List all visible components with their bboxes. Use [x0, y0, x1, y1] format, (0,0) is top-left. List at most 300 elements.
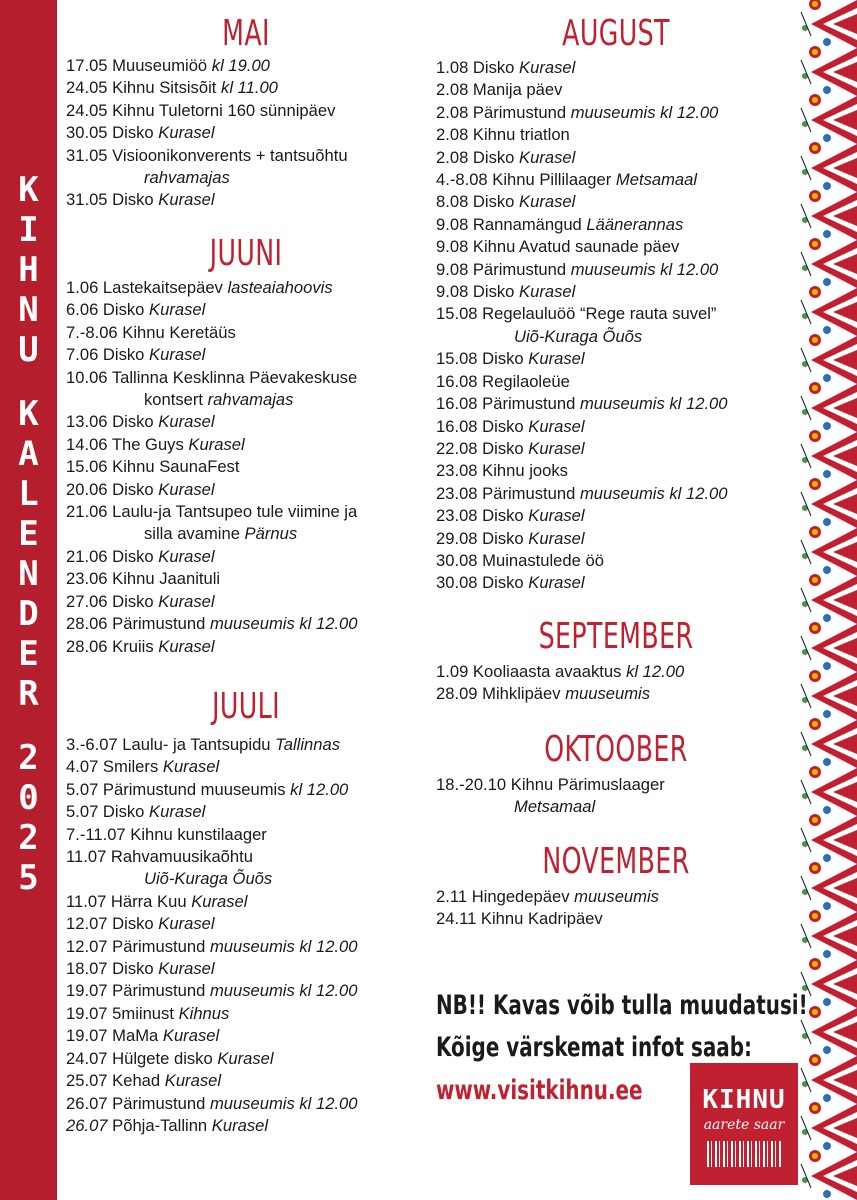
event-date: 9.08: [436, 259, 469, 279]
event-date: 23.08: [436, 461, 478, 481]
event-date: 9.08: [436, 237, 469, 257]
event-item: [66, 734, 426, 756]
event-item: [436, 550, 796, 572]
event-date: 30.05: [66, 123, 108, 143]
note-line-1: NB!! Kavas võib tulla muudatusi!: [436, 990, 808, 1021]
event-title: Pärimustund: [112, 936, 206, 956]
event-title: MaMa: [112, 1026, 159, 1046]
month-title: MAI: [222, 13, 270, 54]
event-item: [436, 908, 796, 930]
event-title: Pärimustund: [482, 483, 576, 503]
event-date: 23.06: [66, 569, 108, 589]
event-location: Kurasel: [149, 802, 206, 822]
event-date: 27.06: [66, 591, 108, 611]
event-item: [66, 636, 426, 658]
event-item: [436, 505, 796, 527]
month-title: NOVEMBER: [542, 841, 690, 882]
event-location: Kurasel: [158, 636, 215, 656]
event-location: Metsamaal: [615, 170, 698, 190]
event-title: Pärimustund: [112, 1093, 206, 1113]
event-date: 9.08: [436, 214, 469, 234]
event-title: Disko: [112, 190, 154, 210]
event-title: Smilers: [102, 757, 159, 777]
event-item: [66, 299, 426, 321]
event-item: [66, 77, 426, 99]
month-title: SEPTEMBER: [538, 616, 694, 657]
event-location: muuseumis kl 12.00: [209, 981, 358, 1001]
event-date: 24.07: [66, 1048, 108, 1068]
event-title: Disko: [102, 345, 145, 365]
event-date: 2.08: [436, 80, 469, 100]
event-title: Disko: [472, 192, 515, 212]
event-item: [436, 79, 796, 101]
event-date: 17.05: [66, 56, 108, 75]
event-date: 2.08: [436, 147, 469, 167]
event-item: [66, 1093, 426, 1115]
event-title: Pärimustund: [472, 102, 567, 122]
event-title: Pärimustund: [482, 394, 576, 414]
event-location: kl 11.00: [221, 78, 278, 98]
event-list: [66, 277, 426, 658]
event-item: [66, 189, 426, 211]
event-location: Kurasel: [162, 1026, 220, 1046]
event-item: [66, 501, 426, 546]
title-letter: A: [18, 434, 39, 474]
event-item: [66, 1048, 426, 1070]
month-juuli: [66, 687, 426, 1137]
event-date: 8.08: [436, 192, 469, 212]
event-item: [436, 169, 796, 191]
event-location: rahvamajas: [207, 390, 294, 410]
event-item: [66, 801, 426, 823]
event-item: [66, 980, 426, 1002]
event-date: 23.08: [436, 506, 478, 526]
event-date: 16.08: [436, 394, 478, 414]
title-letter: R: [18, 674, 39, 714]
event-location: Kurasel: [528, 438, 585, 458]
event-location: muuseumis kl 12.00: [209, 936, 358, 956]
event-title: Disko: [482, 438, 524, 458]
event-item: [436, 572, 796, 594]
event-title: Regelauluöö “Rege rauta suvel”: [482, 304, 717, 324]
logo-word: KIHNU: [702, 1085, 786, 1115]
event-title: Disko: [112, 412, 154, 432]
event-title: Disko: [112, 479, 154, 499]
event-item: [66, 779, 426, 801]
event-date: 1.06: [66, 278, 99, 297]
event-location: Kurasel: [211, 1115, 269, 1135]
event-item: [436, 483, 796, 505]
event-date: 3.-6.07: [66, 735, 118, 754]
event-date: 7.06: [66, 345, 99, 365]
event-date: 1.08: [436, 58, 469, 77]
event-item: [66, 824, 426, 846]
event-title: Kihnu Pärimuslaager: [510, 775, 665, 794]
event-date: 16.08: [436, 371, 478, 391]
event-date: 28.06: [66, 636, 108, 656]
event-date: 28.09: [436, 684, 478, 704]
title-letter: H: [18, 250, 39, 290]
event-item: [66, 479, 426, 501]
event-location: Kurasel: [217, 1048, 274, 1068]
event-location: muuseumis: [565, 684, 651, 704]
event-title: The Guys: [111, 434, 184, 454]
event-item: [436, 774, 796, 819]
event-title: 5miinust: [112, 1003, 174, 1023]
month-title: JUULI: [212, 686, 280, 727]
event-location: Kurasel: [158, 959, 215, 979]
title-letter: D: [18, 594, 39, 634]
event-date: 19.07: [66, 1003, 108, 1023]
month-september: [436, 617, 796, 706]
title-letter: N: [18, 290, 39, 330]
month-juuni: [66, 234, 426, 658]
event-date: 26.07: [66, 1093, 108, 1113]
event-title: Disko: [482, 528, 524, 548]
event-title: Kihnu Pillilaager: [492, 170, 612, 190]
event-location: Kurasel: [528, 573, 585, 593]
event-continuation: [66, 523, 426, 545]
event-item: [66, 568, 426, 590]
event-location: Kurasel: [188, 434, 245, 454]
event-item: [66, 891, 426, 913]
event-item: [436, 393, 796, 415]
event-item: [66, 145, 426, 190]
event-location: Kihnus: [178, 1003, 230, 1023]
logo-tagline: aarete saar: [703, 1117, 785, 1133]
event-item: [66, 1115, 426, 1137]
month-august: [436, 14, 796, 595]
event-location: Kurasel: [528, 349, 585, 369]
event-date: 18.-20.10: [436, 775, 507, 794]
event-title: Hülgete disko: [112, 1048, 213, 1068]
event-item: [66, 367, 426, 412]
event-title: Kihnu Jaanituli: [112, 569, 221, 589]
event-item: [436, 102, 796, 124]
event-location: Kurasel: [149, 345, 206, 365]
event-date: 15.08: [436, 304, 478, 324]
event-title: Manija päev: [472, 80, 563, 100]
event-title: Mihklipäev: [482, 684, 561, 704]
event-location: Kurasel: [162, 757, 220, 777]
event-item: [66, 55, 426, 77]
event-item: [66, 1025, 426, 1047]
event-item: [66, 756, 426, 778]
event-title: Laulu- ja Tantsupidu: [122, 735, 271, 754]
event-date: 20.06: [66, 479, 108, 499]
event-item: [66, 411, 426, 433]
event-title: Disko: [472, 58, 515, 77]
title-letter: 0: [18, 778, 39, 818]
event-item: [436, 303, 796, 348]
event-location: Kurasel: [519, 58, 576, 77]
event-location: kl 12.00: [290, 779, 349, 799]
title-letter: 5: [18, 858, 39, 898]
event-title: Disko: [482, 506, 524, 526]
event-item: [66, 546, 426, 568]
event-date: 24.05: [66, 78, 108, 98]
event-title: Disko: [482, 349, 524, 369]
month-november: [436, 842, 796, 931]
event-date: 24.11: [436, 909, 477, 929]
event-location: Pärnus: [244, 524, 298, 544]
title-letter: E: [18, 634, 39, 674]
event-date: 11.07: [66, 847, 107, 867]
event-location: Kurasel: [528, 416, 585, 436]
event-location: Kurasel: [164, 1071, 222, 1091]
event-location: Uiõ-Kuraga Õuõs: [514, 326, 643, 346]
event-title: Disko: [102, 300, 145, 320]
event-location: muuseumis kl 12.00: [209, 1093, 358, 1113]
event-date: 1.09: [436, 662, 469, 681]
event-continuation: [436, 796, 796, 818]
event-date: 10.06: [66, 367, 108, 387]
event-date: 14.06: [66, 434, 108, 454]
event-item: [66, 434, 426, 456]
event-list: [436, 57, 796, 595]
event-date: 31.05: [66, 145, 108, 165]
event-item: [66, 1070, 426, 1092]
event-title: Põhja-Tallinn: [112, 1115, 208, 1135]
event-date: 19.07: [66, 1026, 108, 1046]
event-date: 4.-8.08: [436, 170, 488, 190]
event-location: Kurasel: [519, 147, 576, 167]
event-item: [66, 456, 426, 478]
event-item: [436, 460, 796, 482]
event-continuation: [66, 389, 426, 411]
event-item: [66, 958, 426, 980]
event-title: Rahvamuusikaõhtu: [110, 847, 253, 867]
event-date: 2.11: [436, 887, 468, 906]
event-item: [66, 913, 426, 935]
event-location: lasteaiahoovis: [227, 278, 333, 297]
event-date: 5.07: [66, 779, 99, 799]
event-title: Disko: [112, 546, 154, 566]
event-date: 16.08: [436, 416, 478, 436]
event-item: [436, 191, 796, 213]
event-date: 15.08: [436, 349, 478, 369]
event-location: muuseumis kl 12.00: [570, 102, 719, 122]
event-location: Kurasel: [191, 891, 248, 911]
month-mai: [66, 14, 426, 212]
event-title: Rannamängud: [472, 214, 582, 234]
event-item: [436, 371, 796, 393]
event-location: muuseumis: [574, 887, 659, 906]
event-location: kl 19.00: [211, 56, 270, 75]
kihnu-logo: [690, 1063, 798, 1185]
event-location: muuseumis kl 12.00: [579, 394, 728, 414]
title-letter: L: [18, 474, 39, 514]
event-title: Kihnu Keretäüs: [122, 322, 236, 342]
event-date: 9.08: [436, 282, 469, 302]
event-date: 24.05: [66, 100, 108, 120]
event-title: Kihnu Sitsisõit: [112, 78, 217, 98]
event-title: Kihnu SaunaFest: [112, 457, 240, 477]
event-location: kl 12.00: [626, 662, 685, 681]
event-title: Tallinna Kesklinna Päevakeskuse: [111, 367, 358, 387]
event-location: rahvamajas: [144, 168, 230, 188]
event-date: 30.08: [436, 550, 478, 570]
title-letter: 2: [18, 818, 39, 858]
month-title: OKTOOBER: [544, 729, 688, 770]
event-date: 2.08: [436, 102, 469, 122]
event-location: Kurasel: [149, 300, 206, 320]
event-title: Muinastulede öö: [482, 550, 604, 570]
event-date: 2.08: [436, 125, 469, 145]
event-date: 22.08: [436, 438, 478, 458]
event-date: 12.07: [66, 914, 108, 934]
event-item: [436, 124, 796, 146]
event-location: Kurasel: [158, 546, 215, 566]
month-title: AUGUST: [562, 13, 670, 54]
event-title: Disko: [482, 416, 524, 436]
event-item: [66, 322, 426, 344]
title-letter: U: [18, 330, 39, 370]
event-date: 23.08: [436, 483, 478, 503]
event-title: Disko: [112, 959, 154, 979]
event-title: Kehad: [112, 1071, 161, 1091]
event-title: Pärimustund: [112, 614, 206, 634]
event-date: 12.07: [66, 936, 108, 956]
event-item: [436, 348, 796, 370]
event-item: [436, 528, 796, 550]
event-continuation: [436, 326, 796, 348]
event-title: Visioonikonverents + tantsuõhtu: [112, 145, 348, 165]
event-date: 18.07: [66, 959, 108, 979]
website-link[interactable]: www.visitkihnu.ee: [436, 1075, 643, 1106]
event-item: [436, 147, 796, 169]
event-title: Disko: [482, 573, 524, 593]
event-title-cont: kontsert: [144, 390, 204, 410]
event-date: 7.-11.07: [66, 824, 126, 844]
event-title: Kihnu kunstilaager: [130, 824, 267, 844]
event-location: Tallinnas: [275, 735, 341, 754]
event-location: Uiõ-Kuraga Õuõs: [144, 869, 273, 889]
event-date: 21.06: [66, 546, 108, 566]
event-date: 4.07: [66, 757, 99, 777]
event-location: Kurasel: [519, 282, 576, 302]
title-letter: K: [18, 394, 39, 434]
event-location: Kurasel: [528, 506, 585, 526]
event-title: Härra Kuu: [110, 891, 187, 911]
event-item: [66, 344, 426, 366]
event-location: Kurasel: [158, 412, 215, 432]
event-location: Läänerannas: [586, 214, 684, 234]
event-item: [436, 281, 796, 303]
event-title: Pärimustund muuseumis: [102, 779, 286, 799]
event-item: [436, 438, 796, 460]
event-title: Kihnu triatlon: [472, 125, 570, 145]
event-item: [436, 886, 796, 908]
event-title: Kooliaasta avaaktus: [472, 662, 622, 681]
event-location: Kurasel: [158, 123, 215, 143]
event-title: Kruiis: [112, 636, 154, 656]
event-date: 21.06: [66, 502, 108, 522]
event-item: [66, 591, 426, 613]
event-date: 25.07: [66, 1071, 108, 1091]
event-date: 5.07: [66, 802, 99, 822]
event-location: muuseumis kl 12.00: [570, 259, 719, 279]
event-title: Lastekaitsepäev: [102, 278, 223, 297]
event-item: [436, 236, 796, 258]
event-title: Disko: [112, 914, 154, 934]
event-location: muuseumis kl 12.00: [579, 483, 728, 503]
event-list: [66, 55, 426, 212]
event-date: 28.06: [66, 614, 108, 634]
title-letter: K: [18, 170, 39, 210]
event-date: 26.07: [66, 1115, 108, 1135]
event-location: Kurasel: [158, 591, 215, 611]
title-letter: 2: [18, 738, 39, 778]
event-item: [66, 277, 426, 299]
event-item: [66, 846, 426, 891]
event-location: muuseumis kl 12.00: [209, 614, 358, 634]
event-title: Disko: [102, 802, 145, 822]
event-location: Kurasel: [519, 192, 576, 212]
event-item: [66, 100, 426, 122]
event-location: Kurasel: [158, 190, 215, 210]
logo-stripes: [707, 1141, 781, 1167]
event-continuation: [66, 868, 426, 890]
event-date: 11.07: [66, 891, 107, 911]
event-title: Kihnu Avatud saunade päev: [472, 237, 680, 257]
vertical-title: [0, 170, 57, 898]
event-title: Kihnu Tuletorni 160 sünnipäev: [112, 100, 336, 120]
event-location: Metsamaal: [514, 797, 596, 817]
title-letter: N: [18, 554, 39, 594]
event-title: Disko: [112, 591, 154, 611]
event-list: [436, 886, 796, 931]
event-title: Kihnu Kadripäev: [480, 909, 603, 929]
event-location: Kurasel: [158, 914, 215, 934]
event-title: Disko: [472, 282, 515, 302]
event-location: Kurasel: [158, 479, 215, 499]
event-item: [66, 1003, 426, 1025]
event-date: 7.-8.06: [66, 322, 118, 342]
sidebar-band: [0, 0, 57, 1200]
event-date: 6.06: [66, 300, 99, 320]
event-item: [66, 122, 426, 144]
event-list: [66, 734, 426, 1137]
title-letter: E: [18, 514, 39, 554]
event-title: Kihnu jooks: [482, 461, 568, 481]
event-item: [436, 661, 796, 683]
note-line-2: Kõige värskemat infot saab:: [436, 1032, 752, 1063]
event-title: Regilaoleüe: [482, 371, 570, 391]
event-date: 13.06: [66, 412, 108, 432]
event-title: Pärimustund: [472, 259, 567, 279]
event-list: [436, 661, 796, 706]
event-title: Pärimustund: [112, 981, 206, 1001]
event-item: [436, 416, 796, 438]
event-date: 29.08: [436, 528, 478, 548]
event-item: [436, 259, 796, 281]
event-item: [436, 683, 796, 705]
event-item: [436, 214, 796, 236]
event-continuation: [66, 167, 426, 189]
title-letter: I: [18, 210, 39, 250]
event-title: Disko: [472, 147, 515, 167]
event-date: 30.08: [436, 573, 478, 593]
event-item: [66, 613, 426, 635]
event-title: Disko: [112, 123, 154, 143]
event-date: 31.05: [66, 190, 108, 210]
event-title: Hingedepäev: [471, 887, 570, 906]
event-date: 19.07: [66, 981, 108, 1001]
event-title-cont: silla avamine: [144, 524, 240, 544]
event-title: Laulu-ja Tantsupeo tule viimine ja: [112, 502, 358, 522]
month-title: JUUNI: [209, 233, 283, 274]
